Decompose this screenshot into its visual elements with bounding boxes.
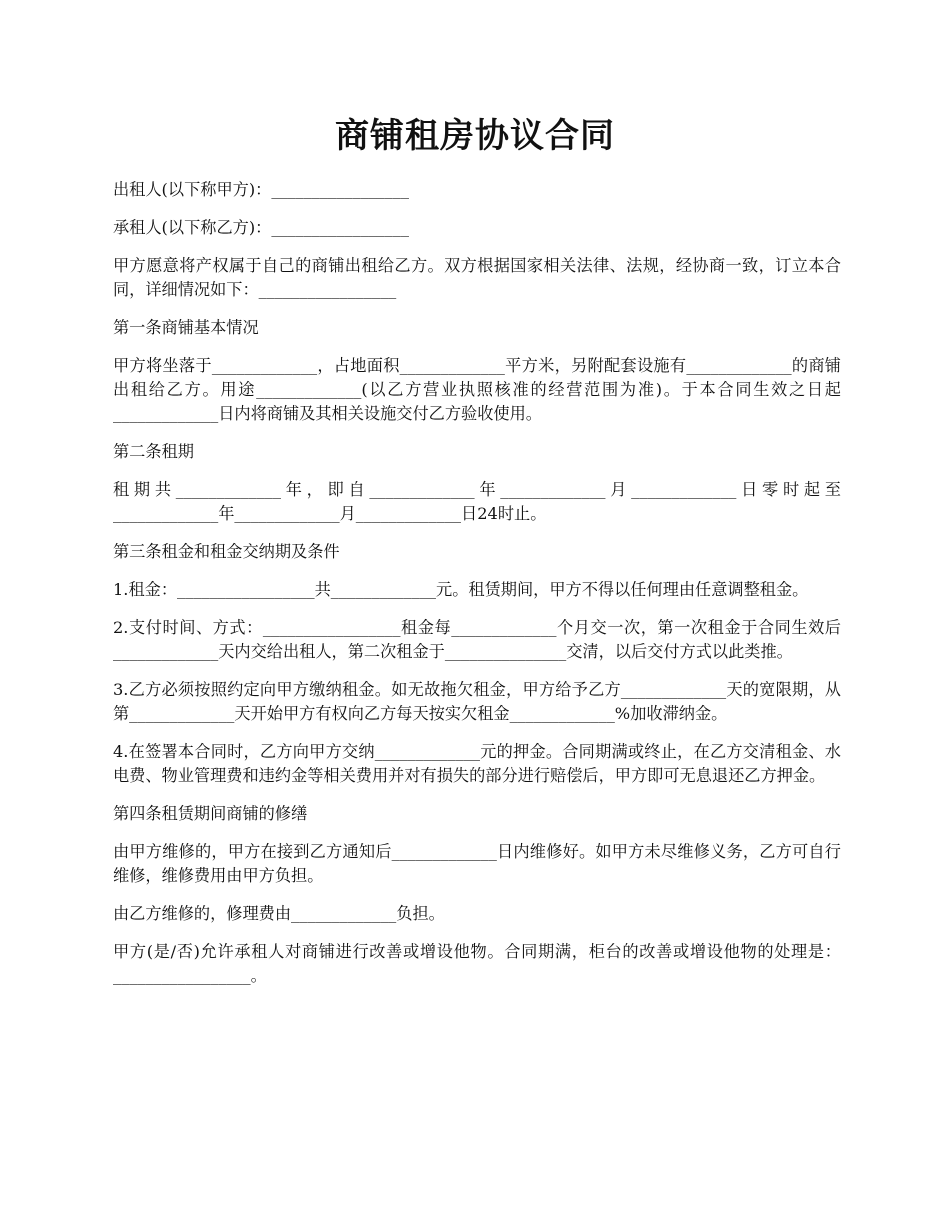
- section-heading-1: 第一条商铺基本情况: [113, 318, 259, 337]
- section-heading-4: 第四条租赁期间商铺的修缮: [113, 804, 308, 823]
- clause-3-4: 4.在签署本合同时，乙方向甲方交纳_____________元的押金。合同期满或终止，在乙方交清租金、水电费、物业管理费和违约金等相关费用并对有损失的部分进行赔偿后，甲方即可无息退还乙方押金。: [113, 742, 841, 785]
- section-heading-3: 第三条租金和租金交纳期及条件: [113, 542, 340, 561]
- section-4-paragraph-2: 由乙方维修的，修理费由_____________负担。: [113, 904, 445, 923]
- document-body: [113, 178, 841, 1002]
- clause-3-1: 1.租金：_________________共_____________元。租赁期间，甲方不得以任何理由任意调整租金。: [113, 580, 809, 599]
- lessee-line: 承租人(以下称乙方)：_________________: [113, 218, 409, 237]
- document-title: 商铺租房协议合同: [335, 116, 615, 156]
- section-1-paragraph: 甲方将坐落于_____________，占地面积_____________平方米，另附配套设施有_____________的商铺出租给乙方。用途_____________(以乙方营业执照核准的经营范围为准)。于本合同生效之日起_____________日内将商铺及其相关设施交付乙方验收使用。: [113, 356, 841, 423]
- preamble-paragraph: 甲方愿意将产权属于自己的商铺出租给乙方。双方根据国家相关法律、法规，经协商一致，订立本合同，详细情况如下：_________________: [113, 256, 841, 299]
- section-2-paragraph: 租期共_____________年，即自_____________年_____________月_____________日零时起至_____________年_____________月_____________日24时止。: [113, 480, 841, 523]
- clause-3-2: 2.支付时间、方式：_________________租金每_____________个月交一次，第一次租金于合同生效后_____________天内交给出租人，第二次租金于_______________交清，以后交付方式以此类推。: [113, 618, 841, 661]
- section-heading-2: 第二条租期: [113, 442, 194, 461]
- section-4-paragraph-3: 甲方(是/否)允许承租人对商铺进行改善或增设他物。合同期满，柜台的改善或增设他物的处理是：_________________。: [113, 942, 841, 985]
- clause-3-3: 3.乙方必须按照约定向甲方缴纳租金。如无故拖欠租金，甲方给予乙方_____________天的宽限期，从第_____________天开始甲方有权向乙方每天按实欠租金_____________%加收滞纳金。: [113, 680, 841, 723]
- section-4-paragraph-1: 由甲方维修的，甲方在接到乙方通知后_____________日内维修好。如甲方未尽维修义务，乙方可自行维修，维修费用由甲方负担。: [113, 842, 841, 885]
- lessor-line: 出租人(以下称甲方)：_________________: [113, 180, 409, 199]
